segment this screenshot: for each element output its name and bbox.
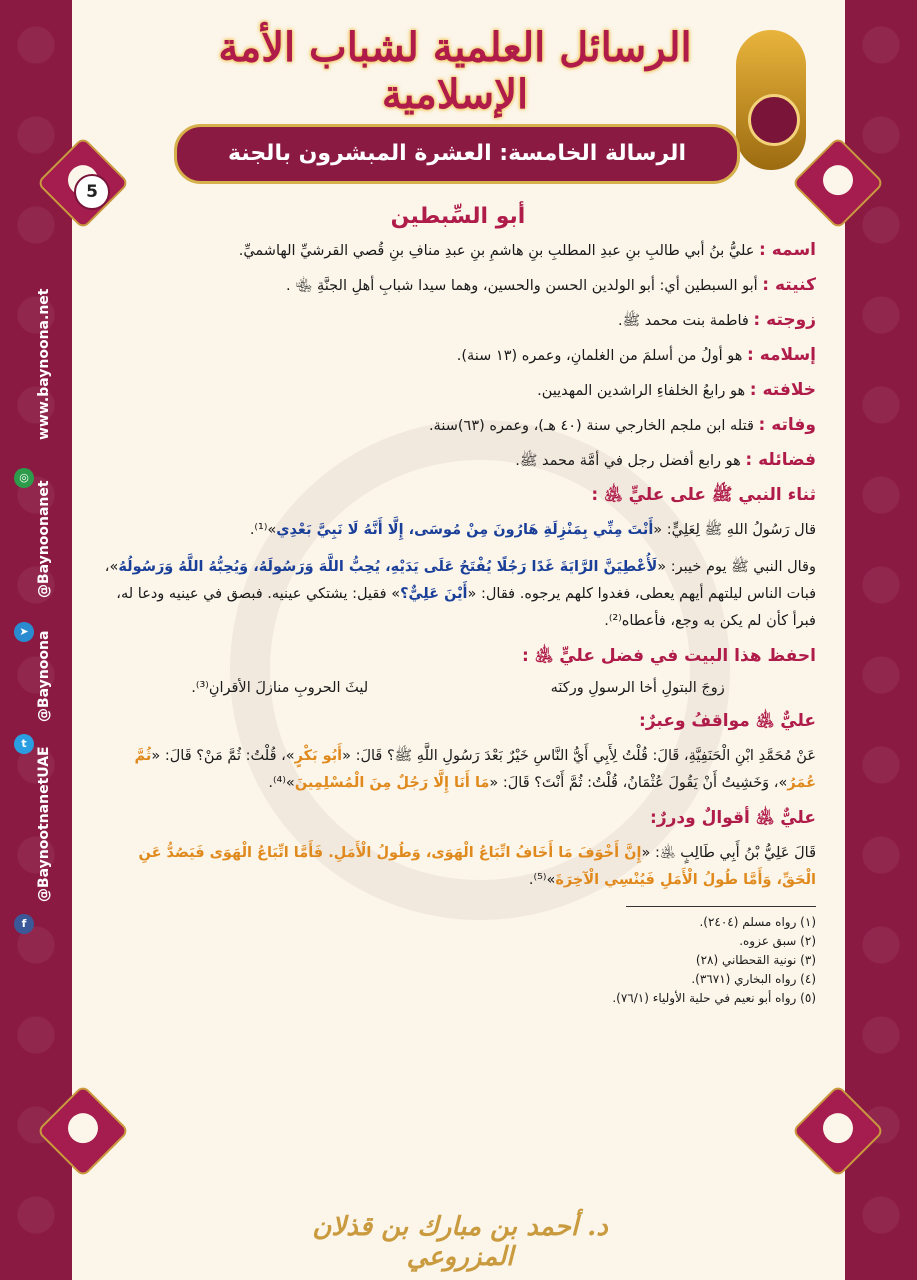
letter-banner: الرسالة الخامسة: العشرة المبشرون بالجنة	[174, 124, 740, 184]
footnotes	[100, 913, 816, 1008]
info-value: أبو السبطين أي: أبو الولدين الحسن والحسين، وهما سيدا شبابِ أهلِ الجنَّةِ ﵄ .	[285, 278, 758, 294]
info-value: عليُّ بنُ أبي طالبِ بنِ عبدِ المطلبِ بنِ هاشمِ بنِ عبدِ منافِ بنِ قُصي القرشيِّ الهاشميِّ.	[238, 243, 755, 259]
memorize-heading: احفظ هذا البيت في فضل عليٍّ ﵁ :	[522, 646, 816, 666]
poem-verse	[100, 680, 816, 696]
telegram-icon: ➤	[14, 622, 34, 642]
footnote: (٤) رواه البخاري (٣٦٧١).	[691, 972, 816, 986]
instagram-handle[interactable]: @Baynoonanet	[36, 480, 52, 598]
info-label: كنيته :	[762, 275, 816, 295]
footnote: (١) رواه مسلم (٢٤٠٤).	[699, 915, 816, 929]
info-value: هو رابع أفضل رجل في أمَّة محمد ﷺ.	[515, 453, 741, 469]
stances-heading: عليٌّ ﵁ مواقفُ وعبرٌ:	[639, 711, 816, 731]
info-row	[100, 344, 816, 367]
info-value: قتله ابن ملجم الخارجي سنة (٤٠ هـ)، وعمره (٦٣)سنة.	[428, 418, 754, 434]
twitter-handle[interactable]: @BaynootnanetUAE	[36, 746, 52, 902]
info-row	[100, 309, 816, 332]
footnote-divider	[626, 906, 816, 907]
praise-heading: ثناء النبي ﷺ على عليٍّ ﵁ :	[591, 485, 816, 505]
sayings-paragraph: قَالَ عَلِيُّ بْنُ أَبِي طَالِبٍ ﵁: «إِنَّ أَخْوَفَ مَا أَخَافُ اتِّبَاعُ الْهَوَى، وَطُولُ الْأَمَلِ. فَأَمَّا اتِّبَاعُ الْهَوَى فَيَصُدُّ عَنِ الْحَقِّ، وَأَمَّا طُولُ الْأَمَلِ فَيُنْسِي الْآخِرَةَ»⁽⁵⁾.	[138, 845, 816, 888]
section-heading: أبو السِّبطين	[390, 204, 526, 229]
instagram-icon: ◎	[14, 468, 34, 488]
hadith-paragraph-1: قال رَسُولُ اللهِ ﷺ لِعَلِيٍّ: «أَنْتَ مِنِّي بِمَنْزِلَةِ هَارُونَ مِنْ مُوسَى، إِلَّا أَنَّهُ لَا نَبِيَّ بَعْدِي»⁽¹⁾.	[249, 522, 816, 538]
info-row	[100, 379, 816, 402]
info-label: اسمه :	[759, 240, 816, 260]
footnote: (٣) نونية القحطاني (٢٨)	[695, 953, 816, 967]
main-content	[100, 200, 816, 1008]
info-value: هو أولُ من أسلمَ من الغلمانِ، وعمره (١٣ سنة).	[456, 348, 743, 364]
telegram-handle[interactable]: @Baynoona	[36, 630, 52, 722]
info-row	[100, 239, 816, 262]
poem-second-hemistich: ليثَ الحروبِ منازلَ الأقرانِ⁽³⁾.	[191, 680, 369, 696]
info-row	[100, 449, 816, 472]
hadith-paragraph-2: وقال النبي ﷺ يوم خيبر: «لَأُعْطِيَنَّ الرَّايَةَ غَدًا رَجُلًا يُفْتَحُ عَلَى يَدَيْهِ، يُحِبُّ اللَّهَ وَرَسُولَهُ، وَيُحِبُّهُ اللَّهُ وَرَسُولُهُ»، فبات الناس ليلتهم أيهم يعطى، فغدوا كلهم يرجوه. فقال: «أَيْنَ عَلِيٌّ؟» فقيل: يشتكي عينيه. فبصق في عينيه ودعا له، فبرأ كأن لم يكن به وجع، فأعطاه⁽²⁾.	[104, 559, 816, 629]
info-label: وفاته :	[758, 415, 816, 435]
info-label: إسلامه :	[746, 345, 816, 365]
info-label: خلافته :	[749, 380, 816, 400]
info-row	[100, 274, 816, 297]
info-value: فاطمة بنت محمد ﷺ.	[618, 313, 749, 329]
poem-first-hemistich: زوجَ البتولِ أخا الرسولِ وركنَه	[550, 680, 725, 696]
footnote: (٥) رواه أبو نعيم في حلية الأولياء (٧٦/١).	[612, 991, 816, 1005]
info-value: هو رابعُ الخلفاءِ الراشدين المهديين.	[537, 383, 746, 399]
social-sidebar	[10, 280, 62, 970]
info-label: زوجته :	[753, 310, 816, 330]
info-label: فضائله :	[745, 450, 816, 470]
facebook-icon: f	[14, 914, 34, 934]
info-row	[100, 414, 816, 437]
series-title: الرسائل العلمية لشباب الأمة الإسلامية	[218, 24, 692, 118]
stances-paragraph: عَنْ مُحَمَّدِ ابْنِ الْحَنَفِيَّةِ، قَالَ: قُلْتُ لِأَبِي أَيُّ النَّاسِ خَيْرٌ بَعْدَ رَسُولِ اللَّهِ ﷺ؟ قَالَ: «أَبُو بَكْرٍ»، قُلْتُ: ثُمَّ مَنْ؟ قَالَ: «ثُمَّ عُمَرُ»، وَخَشِيتُ أَنْ يَقُولَ عُثْمَانُ، قُلْتُ: ثُمَّ أَنْتَ؟ قَالَ: «مَا أَنَا إِلَّا رَجُلٌ مِنَ الْمُسْلِمِينَ»⁽⁴⁾.	[134, 748, 816, 791]
sayings-heading: عليٌّ ﵁ أقوالٌ ودررٌ:	[650, 808, 816, 828]
author-signature: د. أحمد بن مبارك بن قذلان المزروعي	[312, 1212, 608, 1272]
website-link[interactable]: www.baynoona.net	[36, 288, 52, 440]
page-number: 5	[74, 174, 110, 210]
footnote: (٢) سبق عزوه.	[739, 934, 816, 948]
twitter-icon: t	[14, 734, 34, 754]
brand-logo-icon	[736, 30, 806, 170]
